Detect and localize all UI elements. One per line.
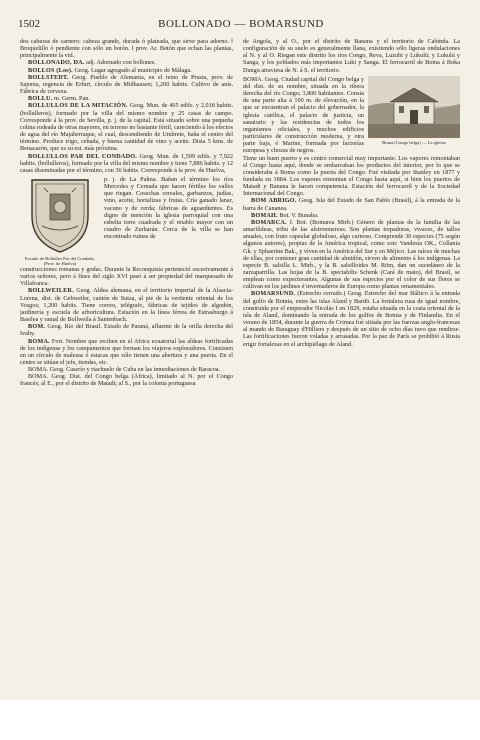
definition: Geog. Mun. de 1,599 edifs. y 7,922 habits. (bollulleros), formado por la villa del mismo nombre y tiene 7,886 habits. y 12 casas diseminadas por el término, con 36 habits. Corresponde á la prov. de Huelva, [20, 152, 233, 174]
entry-boma-cuba: BOMA. Geog. Caserío y riachuelo de Cuba en las inmediaciones de Baracoa. [28, 366, 221, 374]
definition: (Estrecho cerrado.) Geog. Estrecho del mar Báltico á la entrada del golfo de Botnia, entre las islas Aland y Bardö. La fortaleza rusa de igual nombre, construida por el emperador Nicolás I en 1829, estaba situada en la costa oriental de la isla de Aland, dominando la entrada de los golfos de Botnia y de Finlandia. En el verano de 1854, durante la guerra de Crimea fué sitiada por las fuerzas anglo-francesas al mando de Baraguay d'Hilliers y después de un sitio de ocho días tuvo que rendirse. Las fortificaciones fueron voladas y arrasadas. Por la paz de París se prohibió á Rusia erigir fortalezas en el archipiélago de Aland. [243, 290, 460, 348]
page-number: 1502 [18, 18, 40, 30]
headword: BOLLOS (Los). [28, 66, 73, 74]
entry-boma-city: BOMA. Geog. Ciudad capital del Congo belga y del dist. de su nombre, situada en la ribera derecha del río Congo; 3,800 habitantes. Consta de una parte alta á 100 m. de elevación, en la que se encuentran el palacio del gobernador, la iglesia católica, el palacio de justicia, un sanatorio y las residencias de todos los organismos oficiales, y muchos edificios particulares de construcción moderna, y otra parte baja, ó Marine, formada por factorías europeas y chozas de negros. [243, 75, 364, 155]
headword: BOMARCA. [251, 218, 287, 226]
photo-caption: Boma (Congo belga) — La iglesia [382, 139, 446, 145]
right-column [243, 38, 460, 698]
entry-boma-fort [20, 338, 233, 367]
definition: Geog. Mun. de 405 edifs. y 2,018 habits. (bollulleros), formado por la villa del mismo nombre y 25 casas de campo. Corresponde á la prov. de Sevilla, p. j. de la capital. Está situado sobre una pequeña colina rodeada de otras mayores, en terreno no bastante fértil, careciendo á los efectos de agua del río Majaberraque, el cual, descendiendo de Umbrete, baña el centro del término. Produce trigo, cebada, y buena cantidad de vino y aceite. Dista 5 kms. de Benacazón, que es su est. más próxima. [20, 102, 233, 153]
headword: BOMAH. [251, 211, 278, 219]
definition: Fort. Nombre que reciben en el Africa ecuatorial las aldeas fortificadas de los indígenas y los campamentos que forman los viajeros exploradores. Consisten en un círculo de malezas ó estacas que sólo tienen una abertura y una puerta. En el centro se sitúan el jefe, tiendas, etc. [20, 337, 233, 366]
entry-bom-abrigo [243, 197, 460, 211]
bottom-margin [0, 700, 480, 740]
entry-text: de Angola, y al O., por el distrito de Banana y el territorio de Cabinda. La configuración de su suelo es generalmente llana, existiendo sólo ligeras ondulaciones al N. y al O. Riegan este distrito los ríos Congo, Reva, Luzubi y Lukulú; y Lukulú y Sanga, y los poblados más importantes Luki y Sanga. El ferrocarril de Boma á Boka Dungu atraviesa de N. á S. el territorio. [243, 38, 460, 74]
definition: Bot. V. Bunaba. [279, 211, 319, 219]
headword: BOLLSTEDT. [28, 73, 69, 81]
entry-bollos [20, 67, 233, 74]
entry-bollstedt [20, 74, 233, 95]
page-header [18, 18, 464, 36]
entry-bollonado [20, 59, 233, 66]
entry-boma-district: BOMA. Geog. Dist. del Congo belga (Africa), limitado al N. por el Congo francés; al E., por el distrito de Matadi; al S., por la colonia portuguesa [20, 373, 233, 388]
left-column [20, 38, 233, 698]
coat-of-arms-icon [28, 176, 92, 254]
definition: adj. Adornado con bollones. [86, 59, 156, 67]
running-title: BOLLONADO — BOMARSUND [158, 18, 324, 30]
definition: m. Germ. Pan. [53, 95, 90, 103]
headword: BOM. [28, 323, 46, 331]
definition: Geog. Aldea alemana, en el territorio imperial de la Alsacia-Lorena, dist. de Gebweiler, cantón de Suiza, al pie de la vertiente oriental de los Vosgos; 1,200 habits. Tiene correo, telégrafo, fábricas de tejidos de algodón, jardinería y escuela de arboricultura. Estación en la línea férrea de Estrasburgo á Basilea y ramal de Bollweila á Santenbach. [20, 287, 233, 324]
definition: Geog. Lugar agregado al municipio de Málaga. [74, 66, 192, 74]
photo-figure [368, 76, 460, 145]
definition: Geog. Pueblo de Alemania, en el reino de Prusia, prov. de Sajonia, regencia de Erfurt, círculo de Mülhausen; 1,200 habits. Cultivo de anís. Fábrica de cerveza. [20, 73, 233, 96]
headword: BOLLONADO, DA. [28, 59, 85, 67]
entry-bomah [243, 212, 460, 219]
headword: BOLLWEILER. [28, 287, 74, 295]
entry-bollullos-mitacion [20, 102, 233, 152]
entry-bomarca [243, 219, 460, 291]
headword: BOM ABRIGO. [251, 197, 297, 205]
headword: BOLLULLOS DE LA MITACIÓN. [28, 102, 128, 110]
definition: f. Bot. (Bomarea Mirb.) Género de plantas de la familia de las amarilídeas, tribu de las alstroemereas. Son plantas trepadoras, vivaces, de tallos anuales, con fruto capsular globuloso, algo carnoso. Comprende 30 especies (75 según algunos autores), propias de la América tropical, como son: Vandesia OK., Collania Gk. y Sphaerine Bak., y viven en la América del Sur y en Méjico. Las raíces de muchas de ellas, por contener gran cantidad de almidón, sirven de alimento á los indígenas. La especie B. salsilla L. Mirb., y la B. salsilloides M. Röm, dan un sucedáneo de la zarzaparrilla. Las hojas de la B. spectabilis Schenk (Cará de mato), del Brasil, se emplean como expectorantes. Algunas de sus especies por el color de sus flores se cultivan en los jardines é invernaderos de Europa como plantas ornamentales. [243, 218, 460, 291]
church-photo-icon [368, 76, 460, 138]
entry-continued: p. j. de La Palma. Bañan el término los ríos Mercedes y Cernada que hacen fértiles los valles que riegan. Cosechas cereales, garbanzos, judías, vino, aceite, hortalizas y frutas. Cría ganado lanar, vacuno y de cerda; fábricas de aguardientes. Es digno de mención la iglesia parroquial con una esbelta torre cuadrada y el retablo mayor con un cuadro de Zurbarán. Cerca de la villa se han encontrado ruinas de [104, 175, 233, 241]
photo-figure-row [243, 76, 460, 155]
headword: BOLLU. [28, 95, 53, 103]
headword: BOMA. [28, 337, 50, 345]
entry-bollullos-condado [20, 153, 233, 174]
entry-text: dos cabezas de carnero: cabeza grande, dorada ó plateada, que sirve para adorno. ‖ Broquelillo ó pendiente con sólo un botón. ‖ prov. Ar. Botón que echan las plantas, principalmente la vid. [20, 38, 233, 60]
definition: Geog. Río del Brasil. Estado de Paraná, afluente de la orilla derecha del Ivahy. [20, 323, 233, 338]
entry-bom [20, 323, 233, 337]
entry-continued: Tiene un buen puerto y es centro comercial muy importante. Los vapores remontaban el Congo hasta aquí, donde se embarcaban los productos del interior, por lo que se consideraba á Boma como la puerta del Congo. Fué visitada por Stanley en 1877 y fundada en 1884. Los vapores remontan el Congo hasta aquí, si bien los puertos de Matadi y Banana le hacen competencia. Estación del ferrocarril y de la Sociedad Internacional del Congo. [243, 154, 460, 198]
definition: Geog. Isla del Estado de San Pablo (Brasil), á la entrada de la barra de Cananea. [243, 197, 460, 212]
entry-bomarsund [243, 290, 460, 347]
entry-bollweiler [20, 287, 233, 323]
shield-figure-row [20, 176, 233, 266]
entry-continued: construcciones romanas y godas. Durante la Reconquista perteneció sucesivamente á varios señores, pero á fines del siglo XVI pasó á ser propiedad del marquesado de Villafranca. [20, 265, 233, 288]
shield-caption: Escudo de Bollullos Par del Condado. (Prov. de Huelva) [25, 255, 95, 266]
headword: BOMARSUND. [251, 290, 296, 298]
shield-figure [20, 176, 100, 266]
headword: BOLLULLOS PAR DEL CONDADO. [28, 152, 137, 160]
